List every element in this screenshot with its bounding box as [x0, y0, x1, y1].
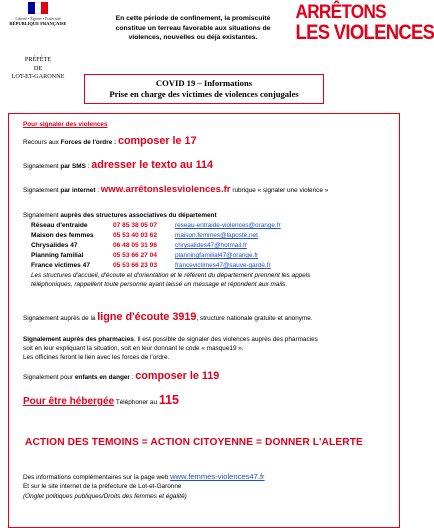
title-line-2: Prise en charge des victimes de violences conjugales [109, 89, 299, 99]
title-line-1: COVID 19 – Informations [155, 78, 253, 88]
brand-line-2: LES VIOLENCES [295, 21, 434, 44]
motto: Liberté • Égalité • Fraternité [15, 16, 61, 21]
association-row: Réseau d'entraide 07 85 38 05 07 reseau-entraide-violences@orange.fr [31, 222, 281, 229]
prefect-line-3: LOT-ET-GARONNE [11, 73, 65, 80]
sms-line: Signalement par SMS : adresser le texto au 114 [23, 159, 214, 171]
associations-note-2: téléphoniques, rappellent toute personne ayant laissé un message et répondent aux mails. [31, 281, 288, 288]
brand-line-1: ARRÊTONS [295, 1, 386, 23]
sms-number: adresser le texto au 114 [91, 159, 214, 171]
internet-line: Signalement par internet : www.arrêtonslesviolences.fr rubrique « signaler une violence » [23, 184, 329, 195]
notice-line-3: violences, nouvelles ou déjà existantes. [128, 34, 258, 41]
child-number: composer le 119 [135, 370, 220, 382]
internet-link[interactable]: www.arrêtonslesviolences.fr [100, 184, 231, 195]
republic-label: RÉPUBLIQUE FRANÇAISE [9, 21, 67, 26]
listening-line: Signalement auprès de la ligne d'écoute 3919, structure nationale gratuite et anonyme. [23, 311, 313, 323]
republic-logo [4, 2, 72, 26]
footer-line-3: (Onglet politiques publiques/Droits des femmes et égalité) [23, 493, 187, 500]
association-row: Maison des femmes 05 53 40 03 62 maison.femmes@laposte.net [31, 232, 258, 239]
police-line: Recours aux Forces de l'ordre : composer le 17 [23, 135, 197, 147]
campaign-logo [292, 0, 434, 60]
french-flag-icon [28, 2, 48, 14]
listening-number: ligne d'écoute 3919 [97, 311, 197, 323]
confinement-notice [114, 14, 272, 43]
associations-note-1: Les structures d'accueil, d'écoute et d'orientation et le référent du département prennent les appels [31, 272, 311, 279]
notice-line-1: En cette période de confinement, la promiscuité [115, 15, 271, 22]
associations-heading: Signalement auprès des structures associatives du département [23, 212, 217, 219]
shelter-label: Pour être hébergée [23, 396, 115, 407]
association-row: France victimes 47 05 53 66 23 03 francevictimes47@sauve-garde.fr [31, 262, 271, 269]
footer-line-2: Et sur le site internet de la préfecture de Lot-et-Garonne [23, 483, 182, 490]
main-content [8, 113, 400, 528]
shelter-number: 115 [158, 393, 179, 407]
association-row: Chrysalides 47 06 48 05 31 96 chrysalides47@hotmail.fr [31, 242, 247, 249]
pharmacy-line-1: Signalement auprès des pharmacies. Il est possible de signaler des violences auprès des pharmacies [23, 336, 318, 343]
prefect-line-1: PRÉFÈTE [24, 56, 52, 63]
prefect-label [4, 56, 72, 82]
shelter-line: Pour être hébergée Téléphoner au 115 [23, 393, 179, 407]
notice-line-2: constitue un terreau favorable aux situations de [115, 24, 271, 32]
document-title [84, 74, 324, 104]
pharmacy-line-3: Les officines feront le lien avec les forces de l'ordre. [23, 354, 170, 361]
pharmacy-line-2: soit en leur expliquant la situation, soit en leur donnant le code « masque19 ». [23, 345, 244, 352]
report-heading: Pour signaler des violences [23, 121, 108, 128]
slogan: ACTION DES TEMOINS = ACTION CITOYENNE = DONNER L'ALERTE [25, 437, 363, 448]
association-row: Planning familial 05 53 66 27 04 planningfamilial47@orange.fr [31, 252, 259, 259]
prefect-line-2: DE [33, 64, 43, 72]
child-line: Signalement pour enfants en danger : composer le 119 [23, 370, 220, 382]
footer-link[interactable]: www.femmes-violences47.fr [170, 472, 265, 481]
police-number: composer le 17 [117, 135, 197, 147]
footer-line-1: Des informations complémentaires sur la page web www.femmes-violences47.fr [23, 472, 265, 481]
